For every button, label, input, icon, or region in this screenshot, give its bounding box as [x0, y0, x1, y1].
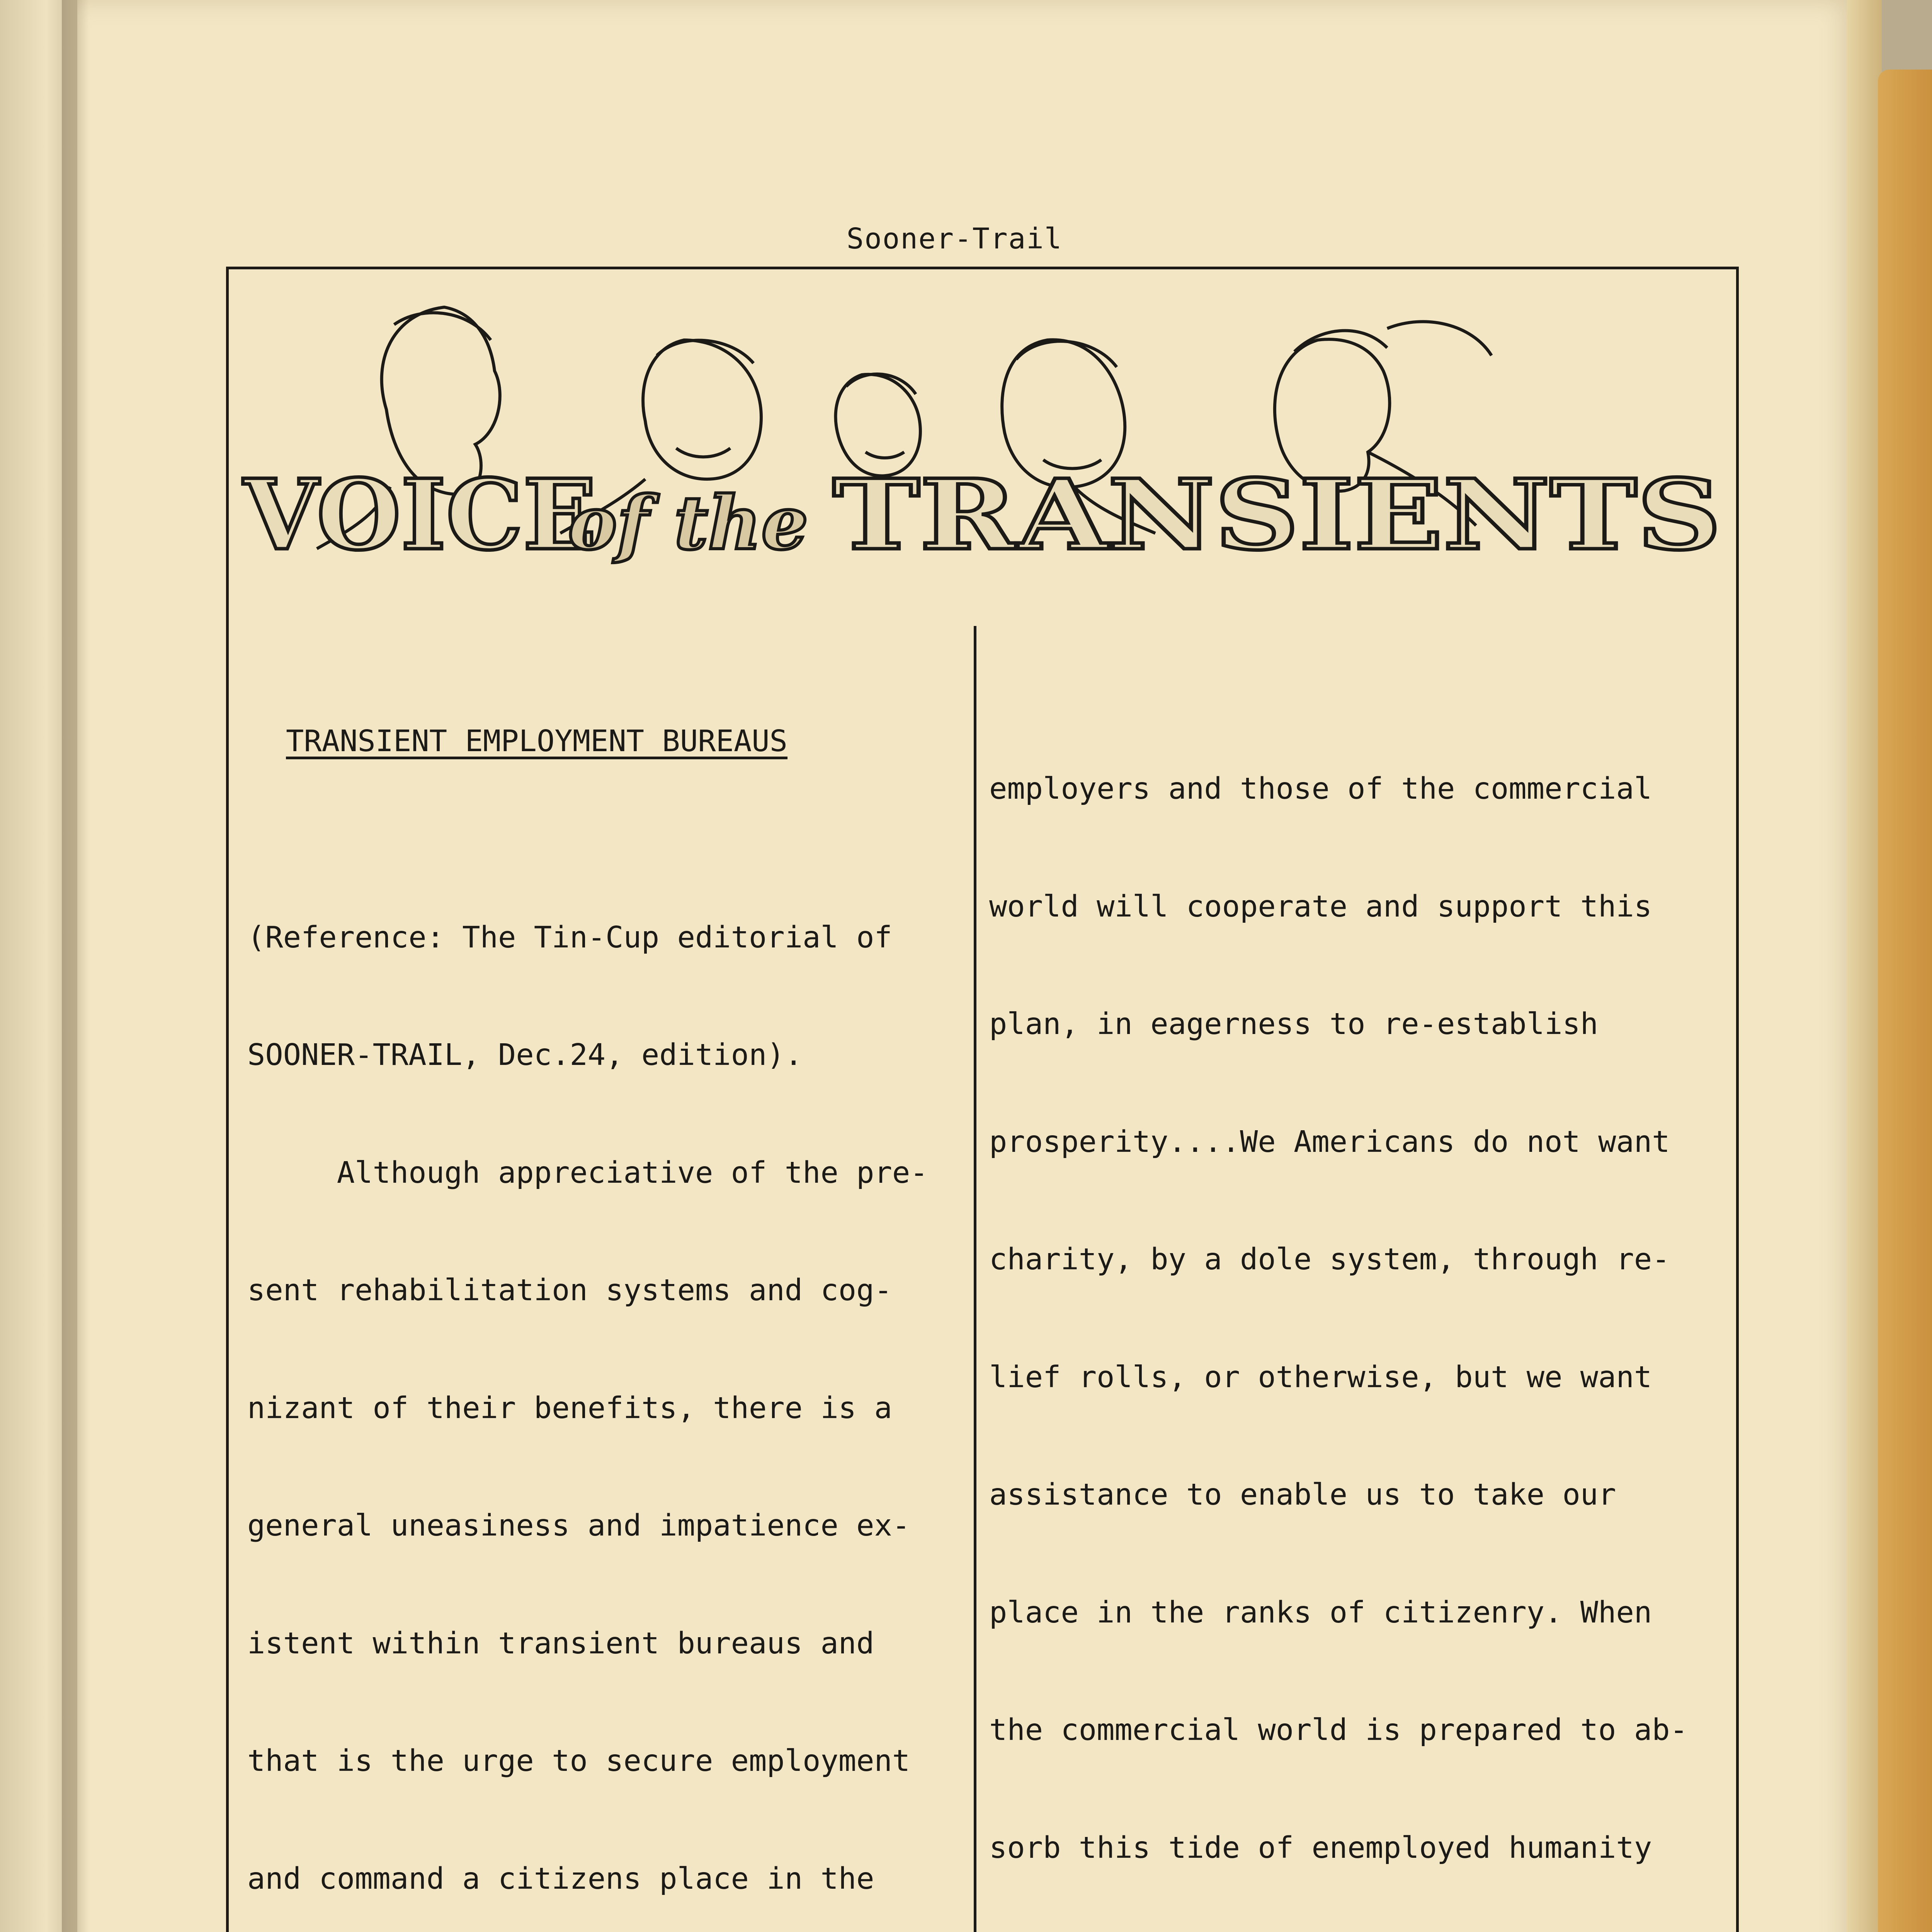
- text-line: employers and those of the commercial: [989, 772, 1652, 806]
- text-line: Although appreciative of the pre-: [247, 1155, 928, 1190]
- text-line: plan, in eagerness to re-establish: [989, 1007, 1599, 1041]
- running-head: Sooner-Trail: [846, 222, 1063, 255]
- text-line: (Reference: The Tin-Cup editorial of: [247, 920, 892, 955]
- page-edges: [1847, 0, 1882, 1932]
- binding-gutter: [62, 0, 89, 1932]
- text-line: and command a citizens place in the: [247, 1861, 874, 1896]
- column-divider: [974, 626, 976, 1932]
- text-line: the commercial world is prepared to ab-: [989, 1713, 1688, 1747]
- cover-edge: [1878, 70, 1932, 1932]
- text-line: SOONER-TRAIL, Dec.24, edition).: [247, 1038, 803, 1072]
- masthead-word-transients: TRANSIENTS: [833, 458, 1721, 571]
- right-column: [989, 612, 1735, 1932]
- text-line: sent rehabilitation systems and cog-: [247, 1273, 892, 1308]
- article-1-body-right: [989, 691, 1735, 1932]
- left-column: [247, 643, 974, 1932]
- masthead-word-of-the: of the: [568, 480, 808, 566]
- text-line: sorb this tide of enemployed humanity: [989, 1830, 1652, 1865]
- text-line: charity, by a dole system, through re-: [989, 1242, 1670, 1277]
- text-line: world will cooperate and support this: [989, 889, 1652, 924]
- text-line: nizant of their benefits, there is a: [247, 1391, 892, 1425]
- article-1-headline: TRANSIENT EMPLOYMENT BUREAUS: [286, 724, 788, 759]
- text-line: general uneasiness and impatience ex-: [247, 1509, 910, 1543]
- text-line: lief rolls, or otherwise, but we want: [989, 1360, 1652, 1395]
- text-line: prosperity....We Americans do not want: [989, 1124, 1670, 1159]
- masthead-illustration: [228, 270, 1735, 638]
- text-line: place in the ranks of citizenry. When: [989, 1595, 1652, 1630]
- masthead-word-voice: VOICE: [243, 458, 597, 571]
- article-1-body-left: [247, 840, 974, 1932]
- text-line: istent within transient bureaus and: [247, 1626, 874, 1661]
- text-line: assistance to enable us to take our: [989, 1478, 1616, 1512]
- text-line: that is the urge to secure employment: [247, 1744, 910, 1778]
